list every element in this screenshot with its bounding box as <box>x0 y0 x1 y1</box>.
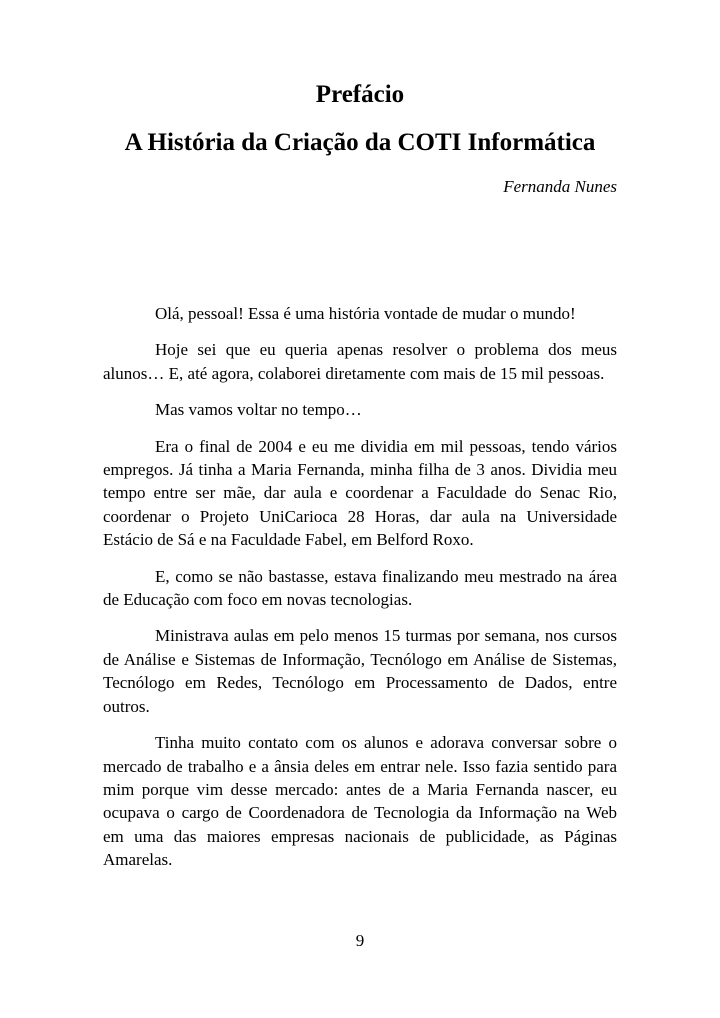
paragraph: Hoje sei que eu queria apenas resolver o problema dos meus alunos… E, até agora, colaborei diretamente com mais de 15 mil pessoas. <box>103 340 617 383</box>
paragraph: Era o final de 2004 e eu me dividia em mil pessoas, tendo vários empregos. Já tinha a Maria Fernanda, minha filha de 3 anos. Dividia meu tempo entre ser mãe, dar aula e coordenar a Faculdade do Senac Rio, coordenar o Projeto UniCarioca 28 Horas, dar aula na Universidade Estácio de Sá e na Faculdade Fabel, em Belford Roxo. <box>103 436 617 550</box>
page-title: Prefácio <box>315 81 405 108</box>
paragraph: E, como se não bastasse, estava finalizando meu mestrado na área de Educação com foco em novas tecnologias. <box>103 566 617 610</box>
paragraph: Mas vamos voltar no tempo… <box>155 400 362 420</box>
paragraph: Ministrava aulas em pelo menos 15 turmas por semana, nos cursos de Análise e Sistemas de Informação, Tecnólogo em Análise de Sistemas, Tecnólogo em Redes, Tecnólogo em Processamento de Dados, entre outros. <box>103 626 617 716</box>
author-name: Fernanda Nunes <box>503 177 617 196</box>
body-text <box>103 302 617 885</box>
paragraph: Olá, pessoal! Essa é uma história vontade de mudar o mundo! <box>155 304 576 323</box>
page-number: 9 <box>355 931 365 950</box>
paragraph: Tinha muito contato com os alunos e adorava conversar sobre o mercado de trabalho e a ânsia deles em entrar nele. Isso fazia sentido para mim porque vim desse mercado: antes de a Maria Fernanda nascer, eu ocupava o cargo de Coordenadora de Tecnologia da Informação na Web em uma das maiores empresas nacionais de publicidade, as Páginas Amarelas. <box>103 733 617 870</box>
chapter-subtitle: A História da Criação da COTI Informática <box>124 129 596 156</box>
